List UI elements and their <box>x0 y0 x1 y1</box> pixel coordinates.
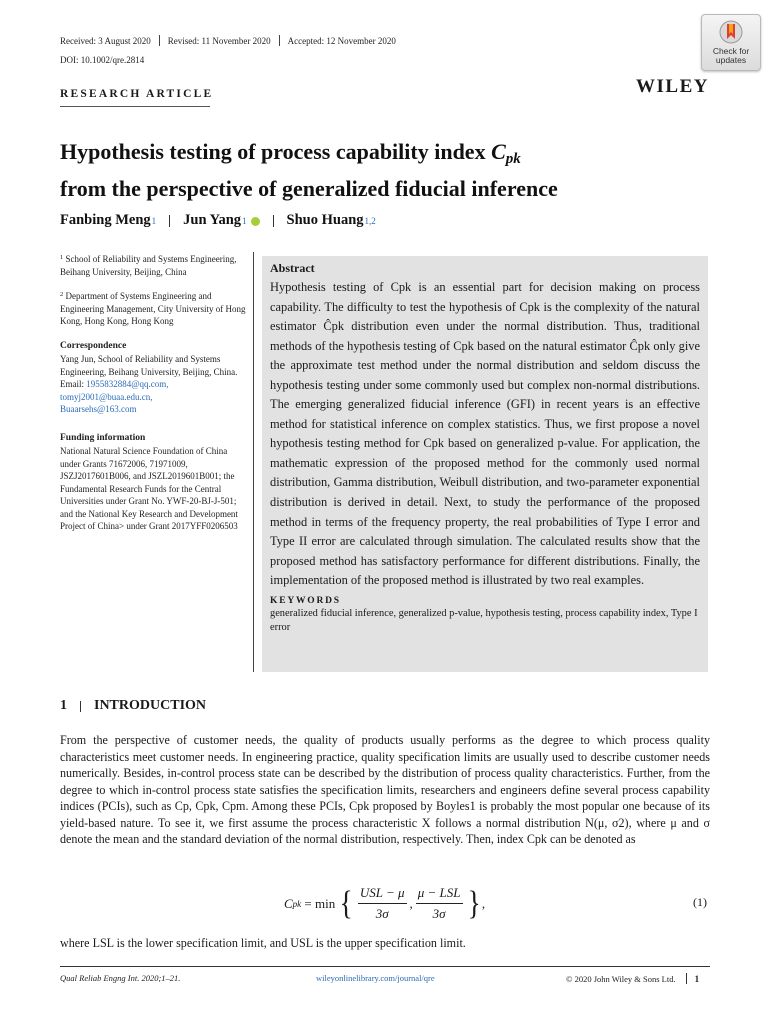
title-text-1: Hypothesis testing of process capability index <box>60 139 492 164</box>
keywords-heading: KEYWORDS <box>270 595 341 606</box>
email-link[interactable]: tomyj2001@buaa.edu.cn, <box>60 391 153 402</box>
author-list <box>60 212 376 229</box>
abstract-heading: Abstract <box>270 261 315 275</box>
section-heading <box>60 698 206 714</box>
affiliation-number: 1 <box>60 254 64 261</box>
footer-rule <box>60 966 710 967</box>
check-label-1: Check for <box>712 46 750 56</box>
left-brace: { <box>340 884 354 922</box>
correspondence-heading: Correspondence <box>60 340 127 351</box>
column-divider <box>253 252 254 672</box>
fraction-2 <box>416 885 463 922</box>
affiliation-text: Department of Systems Engineering and Engineering Management, City University of Hong Kong, Hong Kong, Hong Kong <box>60 291 246 326</box>
correspondence-text: Yang Jun, School of Reliability and Systems Engineering, Beihang University, Beijing, China. <box>60 354 238 377</box>
article-dates <box>60 35 396 46</box>
author-affiliation[interactable]: 1 <box>151 215 157 226</box>
title-line-1 <box>60 137 720 174</box>
email-link[interactable]: 1955832884@qq.com, <box>86 379 169 389</box>
received-date: Received: 3 August 2020 <box>60 35 151 46</box>
abstract-text: Hypothesis testing of Cpk is an essential part for decision making on process capability. The difficulty to test the hypothesis of Cpk is the complexity of the natural estimator Ĉpk distribution even under the normal distribution. Thus, traditional methods of the hypothesis testing of Cpk based on the natural estimator Ĉpk only give the approximate test method under the normal distribution and seldom discuss the hypothesis testing under some commonly used but complex non-normal distributions. The emerging generalized fiducial inference (GFI) in recent years is an effective method for statistical inference on complex statistics. Thus, we first propose a novel hypothesis testing method for Cpk based on generalized p-value. For application, the mathematic expression of the proposed method for the commonly used normal distribution, Gamma distribution, Weibull distribution, and two-parameter exponential distribution is derived in detail. Next, to study the performance of the proposed method in terms of the frequency property, the real probabilities of Type I error and Type II error are calculated through simulation. The calculated results show that the proposed method has satisfactory performance for different distributions. Finally, the implementation of the proposed method is illustrated by two real examples. <box>270 280 700 588</box>
copyright: © 2020 John Wiley & Sons Ltd. <box>566 973 676 984</box>
section-title: INTRODUCTION <box>94 698 207 713</box>
fraction-1-numerator: USL − μ <box>358 885 407 904</box>
equation-lhs-sub: pk <box>292 898 302 909</box>
article-title <box>60 137 720 204</box>
divider <box>169 215 170 227</box>
email-label-text: Email: <box>60 379 87 389</box>
doi[interactable]: DOI: 10.1002/qre.2814 <box>60 55 145 65</box>
orcid-icon[interactable] <box>251 217 260 226</box>
author-name[interactable]: Jun Yang <box>183 212 242 228</box>
accepted-date: Accepted: 12 November 2020 <box>287 35 396 46</box>
author-affiliation[interactable]: 1,2 <box>364 215 376 226</box>
author-name[interactable]: Fanbing Meng <box>60 212 151 228</box>
affiliation <box>60 289 246 328</box>
fraction-2-numerator: μ − LSL <box>416 885 463 904</box>
equation-1 <box>284 885 485 922</box>
affiliation-number: 2 <box>60 291 64 298</box>
divider <box>279 35 280 46</box>
fraction-2-denominator: 3σ <box>432 906 446 921</box>
abstract-box <box>262 256 708 672</box>
check-for-updates-button[interactable] <box>701 14 761 71</box>
title-index-symbol: C <box>491 139 506 164</box>
divider <box>159 35 160 46</box>
equation-followup-text: where LSL is the lower specification limit, and USL is the upper specification limit. <box>60 936 466 950</box>
equation-operator: = min <box>301 895 339 911</box>
affiliation <box>60 252 246 278</box>
fraction-1 <box>358 885 407 922</box>
author-name[interactable]: Shuo Huang <box>286 212 364 228</box>
article-type-underline <box>60 106 210 107</box>
affiliation-text: School of Reliability and Systems Engineering, Beihang University, Beijing, China <box>60 254 237 277</box>
right-brace: } <box>467 884 481 922</box>
article-type: RESEARCH ARTICLE <box>60 88 214 100</box>
journal-citation: Qual Reliab Engng Int. 2020;1–21. <box>60 973 181 983</box>
revised-date: Revised: 11 November 2020 <box>167 35 271 46</box>
title-line-2: from the perspective of generalized fiducial inference <box>60 176 558 201</box>
page-number: 1 <box>694 973 700 984</box>
article-info-sidebar <box>60 252 246 533</box>
equation-number: (1) <box>693 895 707 909</box>
fraction-1-denominator: 3σ <box>375 906 389 921</box>
comma: , <box>481 895 486 911</box>
title-index-sub: pk <box>505 151 521 167</box>
introduction-paragraph: From the perspective of customer needs, the quality of products usually performs as the degree to which process quality characteristics meet customer needs. In engineering practice, quality specification limits are usually used to describe customer needs numerically. Besides, in-control process state can be described by the distribution of process quality characteristics. Further, from the degree to which in-control process state satisfies the specification limits, researchers and engineers define several process capability indices (PCIs), such as Cp, Cpk, Cpm. Among these PCIs, Cpk proposed by Boyles1 is probably the most popular one because of its yield-based nature. To see it, we first assume the process characteristic X follows a normal distribution N(μ, σ2), where μ and σ denote the mean and the standard deviation of the normal distribution, respectively. Then, index Cpk can be denoted as <box>60 733 710 846</box>
author-affiliation[interactable]: 1 <box>242 215 247 226</box>
email-label <box>60 378 246 391</box>
equation-lhs: C <box>284 895 293 911</box>
comma: , <box>409 895 413 911</box>
keywords-list: generalized fiducial inference, generalized p-value, hypothesis testing, process capability index, Type I error <box>270 607 698 634</box>
publisher-logo: WILEY <box>636 76 709 97</box>
funding-text: National Natural Science Foundation of China under Grants 71672006, 71971009, JSZJ2017601B006, and JSZL2019601B001; the Fundamental Research Funds for the Central Universities under Grant No. YWF-20-BJ-J-501; and the National Key Research and Development Project of China> under Grant 2017YFF0206503 <box>60 446 238 531</box>
check-label-2: updates <box>715 55 747 65</box>
funding-heading: Funding information <box>60 432 146 443</box>
divider <box>686 973 687 984</box>
bookmark-icon <box>718 19 744 45</box>
divider <box>273 215 274 227</box>
section-number: 1 <box>60 698 67 713</box>
footer-right <box>566 973 699 984</box>
divider <box>80 701 81 712</box>
journal-url-link[interactable]: wileyonlinelibrary.com/journal/qre <box>316 973 435 983</box>
email-link[interactable]: Buaarsehs@163.com <box>60 404 137 414</box>
